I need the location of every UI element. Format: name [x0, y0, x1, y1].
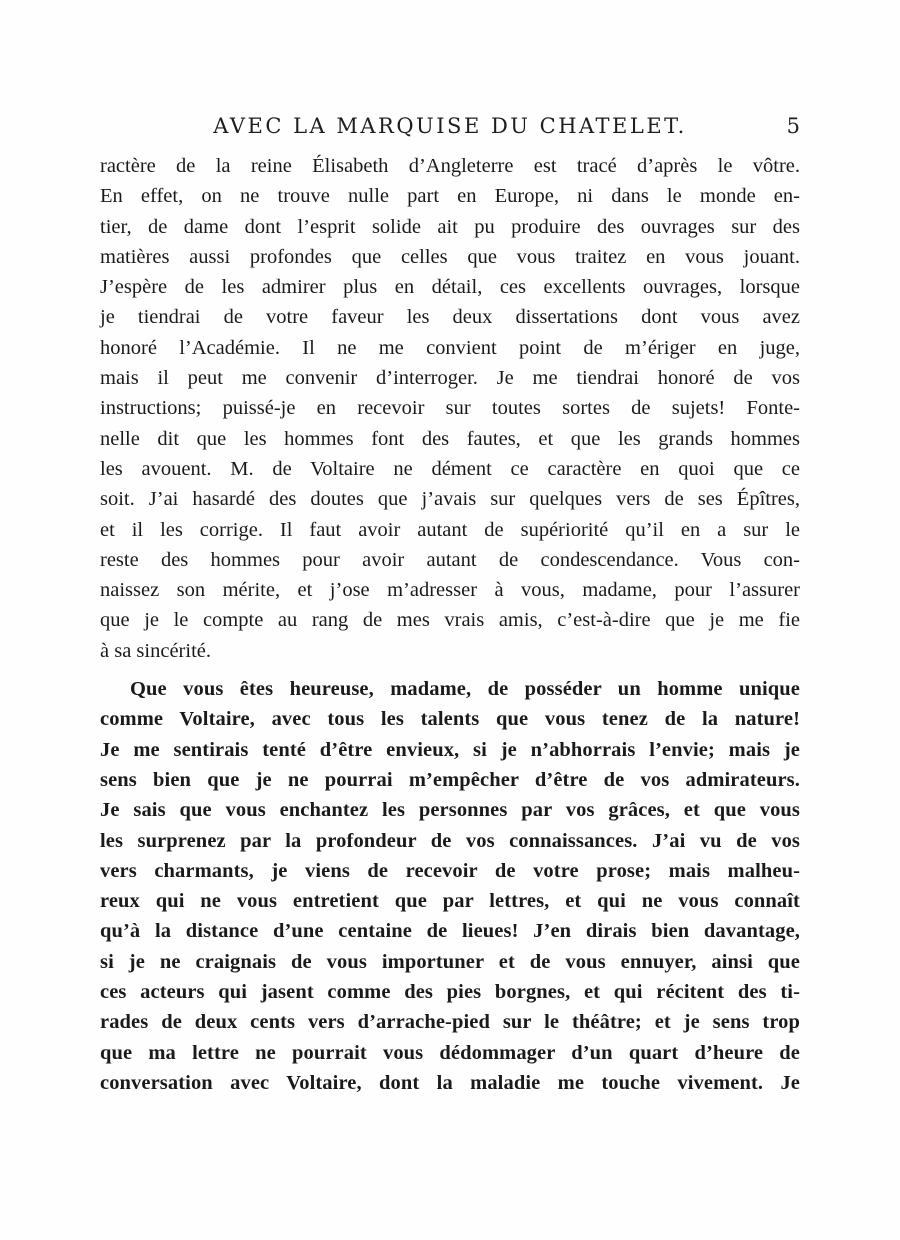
text-line: Je sais que vous enchantez les personnes par vos grâces, et que vous — [100, 799, 800, 822]
text-line: je tiendrai de votre faveur les deux dissertations dont vous avez — [100, 306, 800, 329]
text-line: ractère de la reine Élisabeth d’Angleterre est tracé d’après le vôtre. — [100, 155, 800, 177]
running-head — [100, 108, 800, 144]
text-line: mais il peut me convenir d’interroger. Je me tiendrai honoré de vos — [100, 367, 800, 390]
text-line: matières aussi profondes que celles que vous traitez en vous jouant. — [100, 245, 800, 268]
paragraph-2 — [100, 674, 800, 1098]
text-line: vers charmants, je viens de recevoir de votre prose; mais malheu- — [100, 859, 800, 882]
text-line: que je le compte au rang de mes vrais amis, c’est-à-dire que je me fie — [100, 609, 800, 632]
text-line: reux qui ne vous entretient que par lettres, et qui ne vous connaît — [100, 890, 800, 913]
paragraph-1 — [100, 151, 800, 666]
text-line: les avouent. M. de Voltaire ne dément ce caractère en quoi que ce — [100, 457, 800, 480]
text-line: comme Voltaire, avec tous les talents que vous tenez de la nature! — [100, 708, 800, 731]
text-line: conversation avec Voltaire, dont la maladie me touche vivement. Je — [100, 1071, 800, 1094]
text-line: et il les corrige. Il faut avoir autant de supériorité qu’il en a sur le — [100, 518, 800, 541]
text-line: tier, de dame dont l’esprit solide ait pu produire des ouvrages sur des — [100, 215, 800, 238]
text-line: naissez son mérite, et j’ose m’adresser à vous, madame, pour l’assurer — [100, 579, 800, 602]
text-line: honoré l’Académie. Il ne me convient point de m’ériger en juge, — [100, 336, 800, 359]
text-line: qu’à la distance d’une centaine de lieues! J’en dirais bien davantage, — [100, 920, 800, 943]
text-line: instructions; puissé-je en recevoir sur toutes sortes de sujets! Fonte- — [100, 397, 800, 420]
text-line: Que vous êtes heureuse, madame, de posséder un homme unique — [130, 678, 800, 701]
text-line: reste des hommes pour avoir autant de condescendance. Vous con- — [100, 548, 800, 571]
text-line: sens bien que je ne pourrai m’empêcher d’être de vos admirateurs. — [100, 768, 800, 791]
body-text — [100, 151, 800, 1098]
page-number: 5 — [786, 114, 800, 138]
paragraph-spacing — [100, 666, 800, 674]
text-line: que ma lettre ne pourrait vous dédommager d’un quart d’heure de — [100, 1041, 800, 1064]
text-line: En effet, on ne trouve nulle part en Europe, ni dans le monde en- — [100, 185, 800, 208]
text-line: à sa sincérité. — [100, 639, 211, 662]
text-line: Je me sentirais tenté d’être envieux, si je n’abhorrais l’envie; mais je — [100, 738, 800, 761]
text-line: soit. J’ai hasardé des doutes que j’avais sur quelques vers de ses Épîtres, — [100, 488, 800, 511]
text-line: nelle dit que les hommes font des fautes, et que les grands hommes — [100, 427, 800, 450]
running-title: AVEC LA MARQUISE DU CHATELET. — [213, 114, 687, 138]
text-line: les surprenez par la profondeur de vos connaissances. J’ai vu de vos — [100, 829, 800, 852]
text-line: si je ne craignais de vous importuner et de vous ennuyer, ainsi que — [100, 950, 800, 973]
text-line: ces acteurs qui jasent comme des pies borgnes, et qui récitent des ti- — [100, 981, 800, 1004]
text-line: J’espère de les admirer plus en détail, ces excellents ouvrages, lorsque — [100, 276, 800, 299]
text-line: rades de deux cents vers d’arrache-pied sur le théâtre; et je sens trop — [100, 1011, 800, 1034]
